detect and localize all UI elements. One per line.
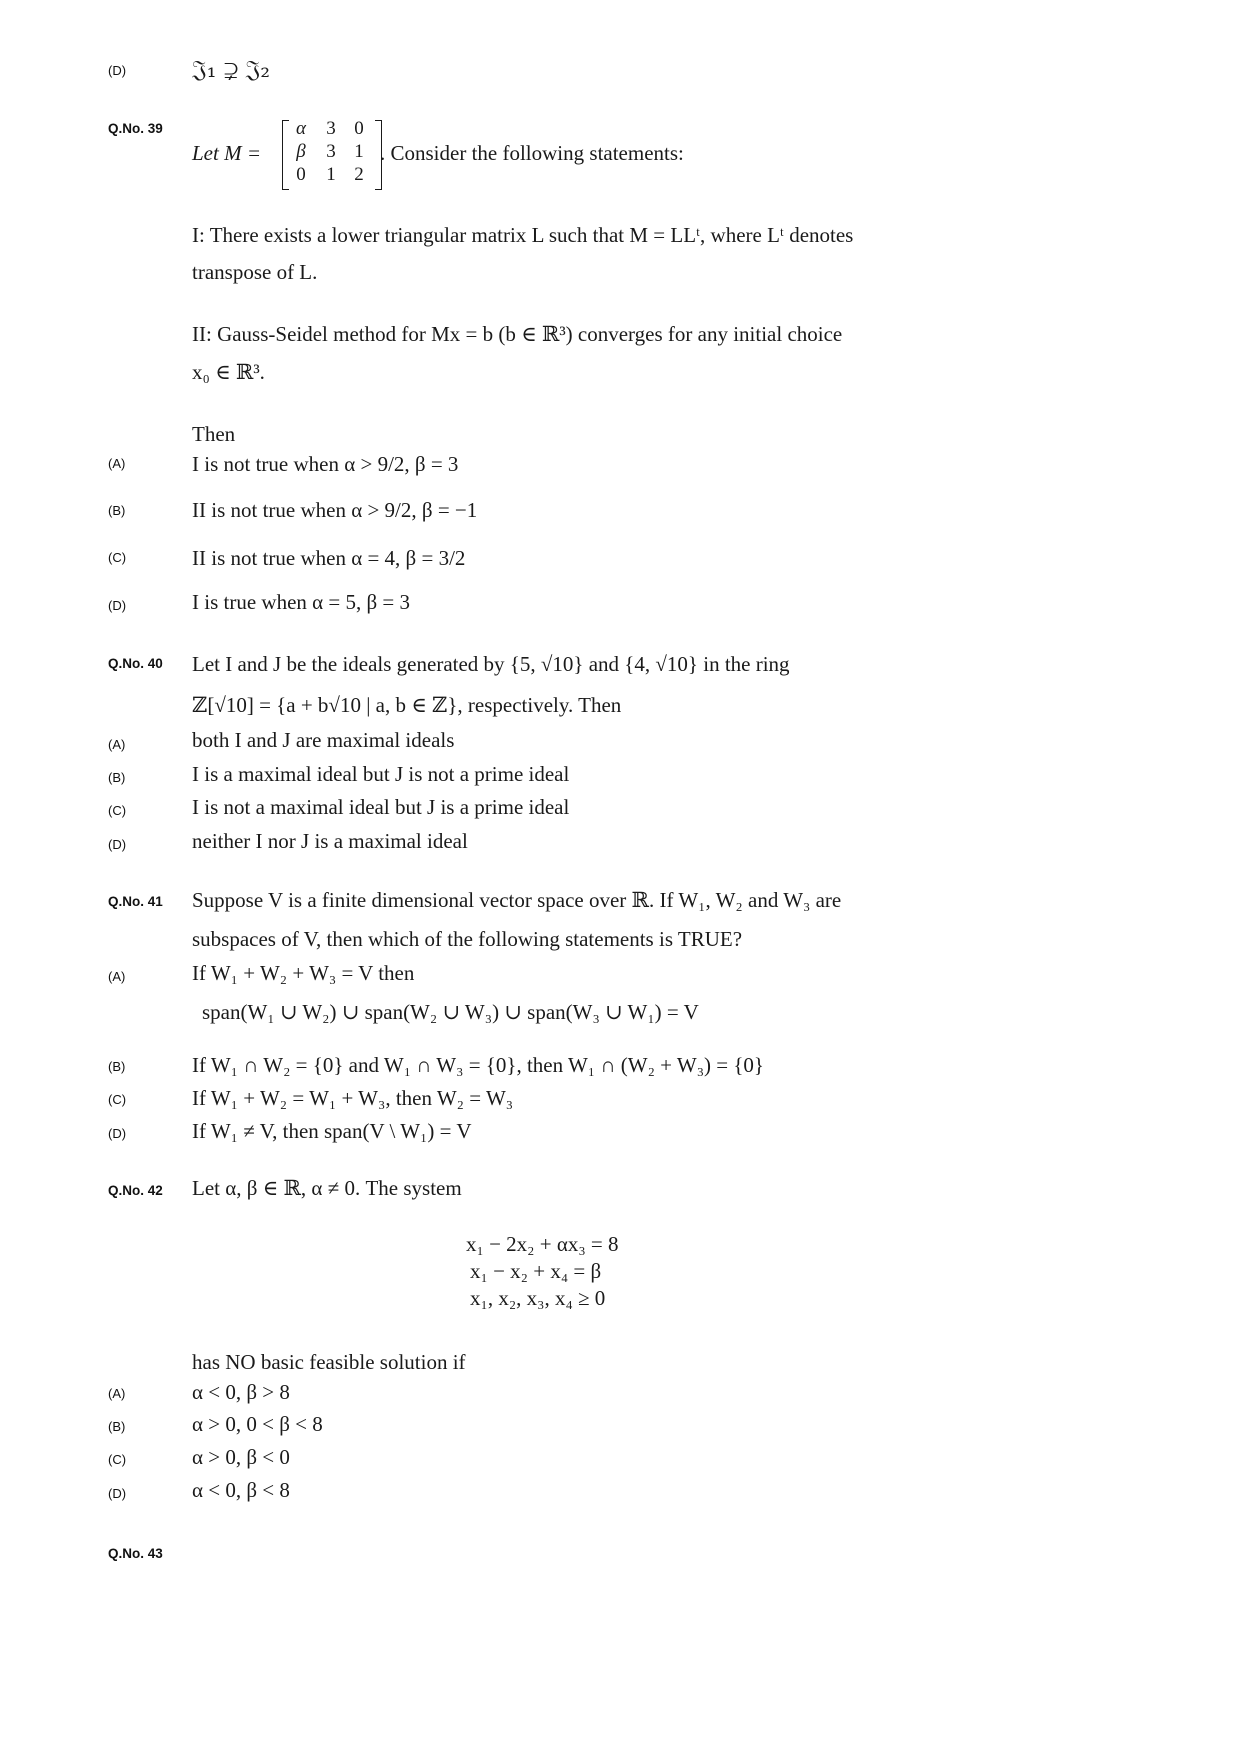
question-number-41: Q.No. 41 [108,894,163,909]
option-label-d: (D) [108,1486,127,1501]
option-label-b: (B) [108,1059,126,1074]
matrix-cell: 3 [326,118,336,139]
matrix-cell: 1 [354,141,364,162]
option-label-d: (D) [108,1126,127,1141]
q42-option-a: α < 0, β > 8 [192,1380,290,1404]
q39-option-d: I is true when α = 5, β = 3 [192,590,411,614]
option-label-c: (C) [108,1092,127,1107]
option-text-d: 𝔍₁ ⊋ 𝔍₂ [192,55,270,83]
q39-statement-i-line2: transpose of L. [192,260,318,284]
matrix-cell: 0 [354,118,364,139]
q39-matrix [282,118,382,192]
matrix-cell: 0 [296,164,306,185]
option-label-c: (C) [108,550,127,565]
q39-statement-i-line1: I: There exists a lower triangular matrix L such that M = LLᵗ, where Lᵗ denotes [192,223,854,247]
matrix-cell: 2 [354,164,364,185]
q41-option-b: If W₁ ∩ W₂ = {0} and W₁ ∩ W₃ = {0}, then W₁ ∩ (W₂ + W₃) = {0} [192,1053,765,1077]
matrix-cell: 3 [326,141,336,162]
option-label-d: (D) [108,598,127,613]
q42-option-c: α > 0, β < 0 [192,1445,290,1469]
q41-option-a: If W₁ + W₂ + W₃ = V then [192,961,415,985]
option-label-a: (A) [108,737,126,752]
q40-line2: ℤ[√10] = {a + b√10 | a, b ∈ ℤ}, respectively. Then [192,693,622,717]
q39-option-c: II is not true when α = 4, β = 3/2 [192,546,466,570]
q39-then: Then [192,422,236,446]
q39-statement-ii-line1: II: Gauss-Seidel method for Mx = b (b ∈ ℝ³) converges for any initial choice [192,322,843,346]
q42-system-constraint: x₁, x₂, x₃, x₄ ≥ 0 [470,1286,606,1310]
q40-option-b: I is a maximal ideal but J is not a prime ideal [192,762,570,786]
q42-option-d: α < 0, β < 8 [192,1478,290,1502]
matrix-cell: α [296,118,306,139]
option-label-d: (D) [108,837,127,852]
q41-option-a-line2: span(W₁ ∪ W₂) ∪ span(W₂ ∪ W₃) ∪ span(W₃ ∪ W₁) = V [202,1000,699,1024]
q40-option-c: I is not a maximal ideal but J is a prime ideal [192,795,570,819]
option-label-b: (B) [108,1419,126,1434]
q41-option-c: If W₁ + W₂ = W₁ + W₃, then W₂ = W₃ [192,1086,514,1110]
q39-statement-ii-line2: x₀ ∈ ℝ³. [192,360,265,384]
option-label-c: (C) [108,803,127,818]
matrix-cell: 1 [326,164,336,185]
q40-line1: Let I and J be the ideals generated by {5, √10} and {4, √10} in the ring [192,652,790,676]
option-label-a: (A) [108,969,126,984]
option-label-a: (A) [108,456,126,471]
q42-system-eq2: x₁ − x₂ + x₄ = β [470,1259,602,1283]
question-number-43: Q.No. 43 [108,1546,163,1561]
q42-option-b: α > 0, 0 < β < 8 [192,1412,323,1436]
question-number-42: Q.No. 42 [108,1183,163,1198]
q42-system-eq1: x₁ − 2x₂ + αx₃ = 8 [466,1232,619,1256]
q40-option-d: neither I nor J is a maximal ideal [192,829,468,853]
q39-let-text: Let M = [192,141,261,165]
q41-line2: subspaces of V, then which of the following statements is TRUE? [192,927,743,951]
q41-line1: Suppose V is a finite dimensional vector space over ℝ. If W₁, W₂ and W₃ are [192,888,842,912]
option-label-a: (A) [108,1386,126,1401]
option-label-c: (C) [108,1452,127,1467]
question-number-40: Q.No. 40 [108,656,163,671]
q40-option-a: both I and J are maximal ideals [192,728,455,752]
q39-option-a: I is not true when α > 9/2, β = 3 [192,452,459,476]
q42-line1: Let α, β ∈ ℝ, α ≠ 0. The system [192,1176,462,1200]
option-label-b: (B) [108,503,126,518]
matrix-left-bracket [282,120,289,190]
option-label-b: (B) [108,770,126,785]
option-label-d: (D) [108,63,127,78]
matrix-cell: β [296,141,306,162]
q42-after: has NO basic feasible solution if [192,1350,466,1374]
q39-consider-text: . Consider the following statements: [380,141,684,165]
question-number-39: Q.No. 39 [108,121,163,136]
q39-option-b: II is not true when α > 9/2, β = −1 [192,498,478,522]
q41-option-d: If W₁ ≠ V, then span(V \ W₁) = V [192,1119,472,1143]
